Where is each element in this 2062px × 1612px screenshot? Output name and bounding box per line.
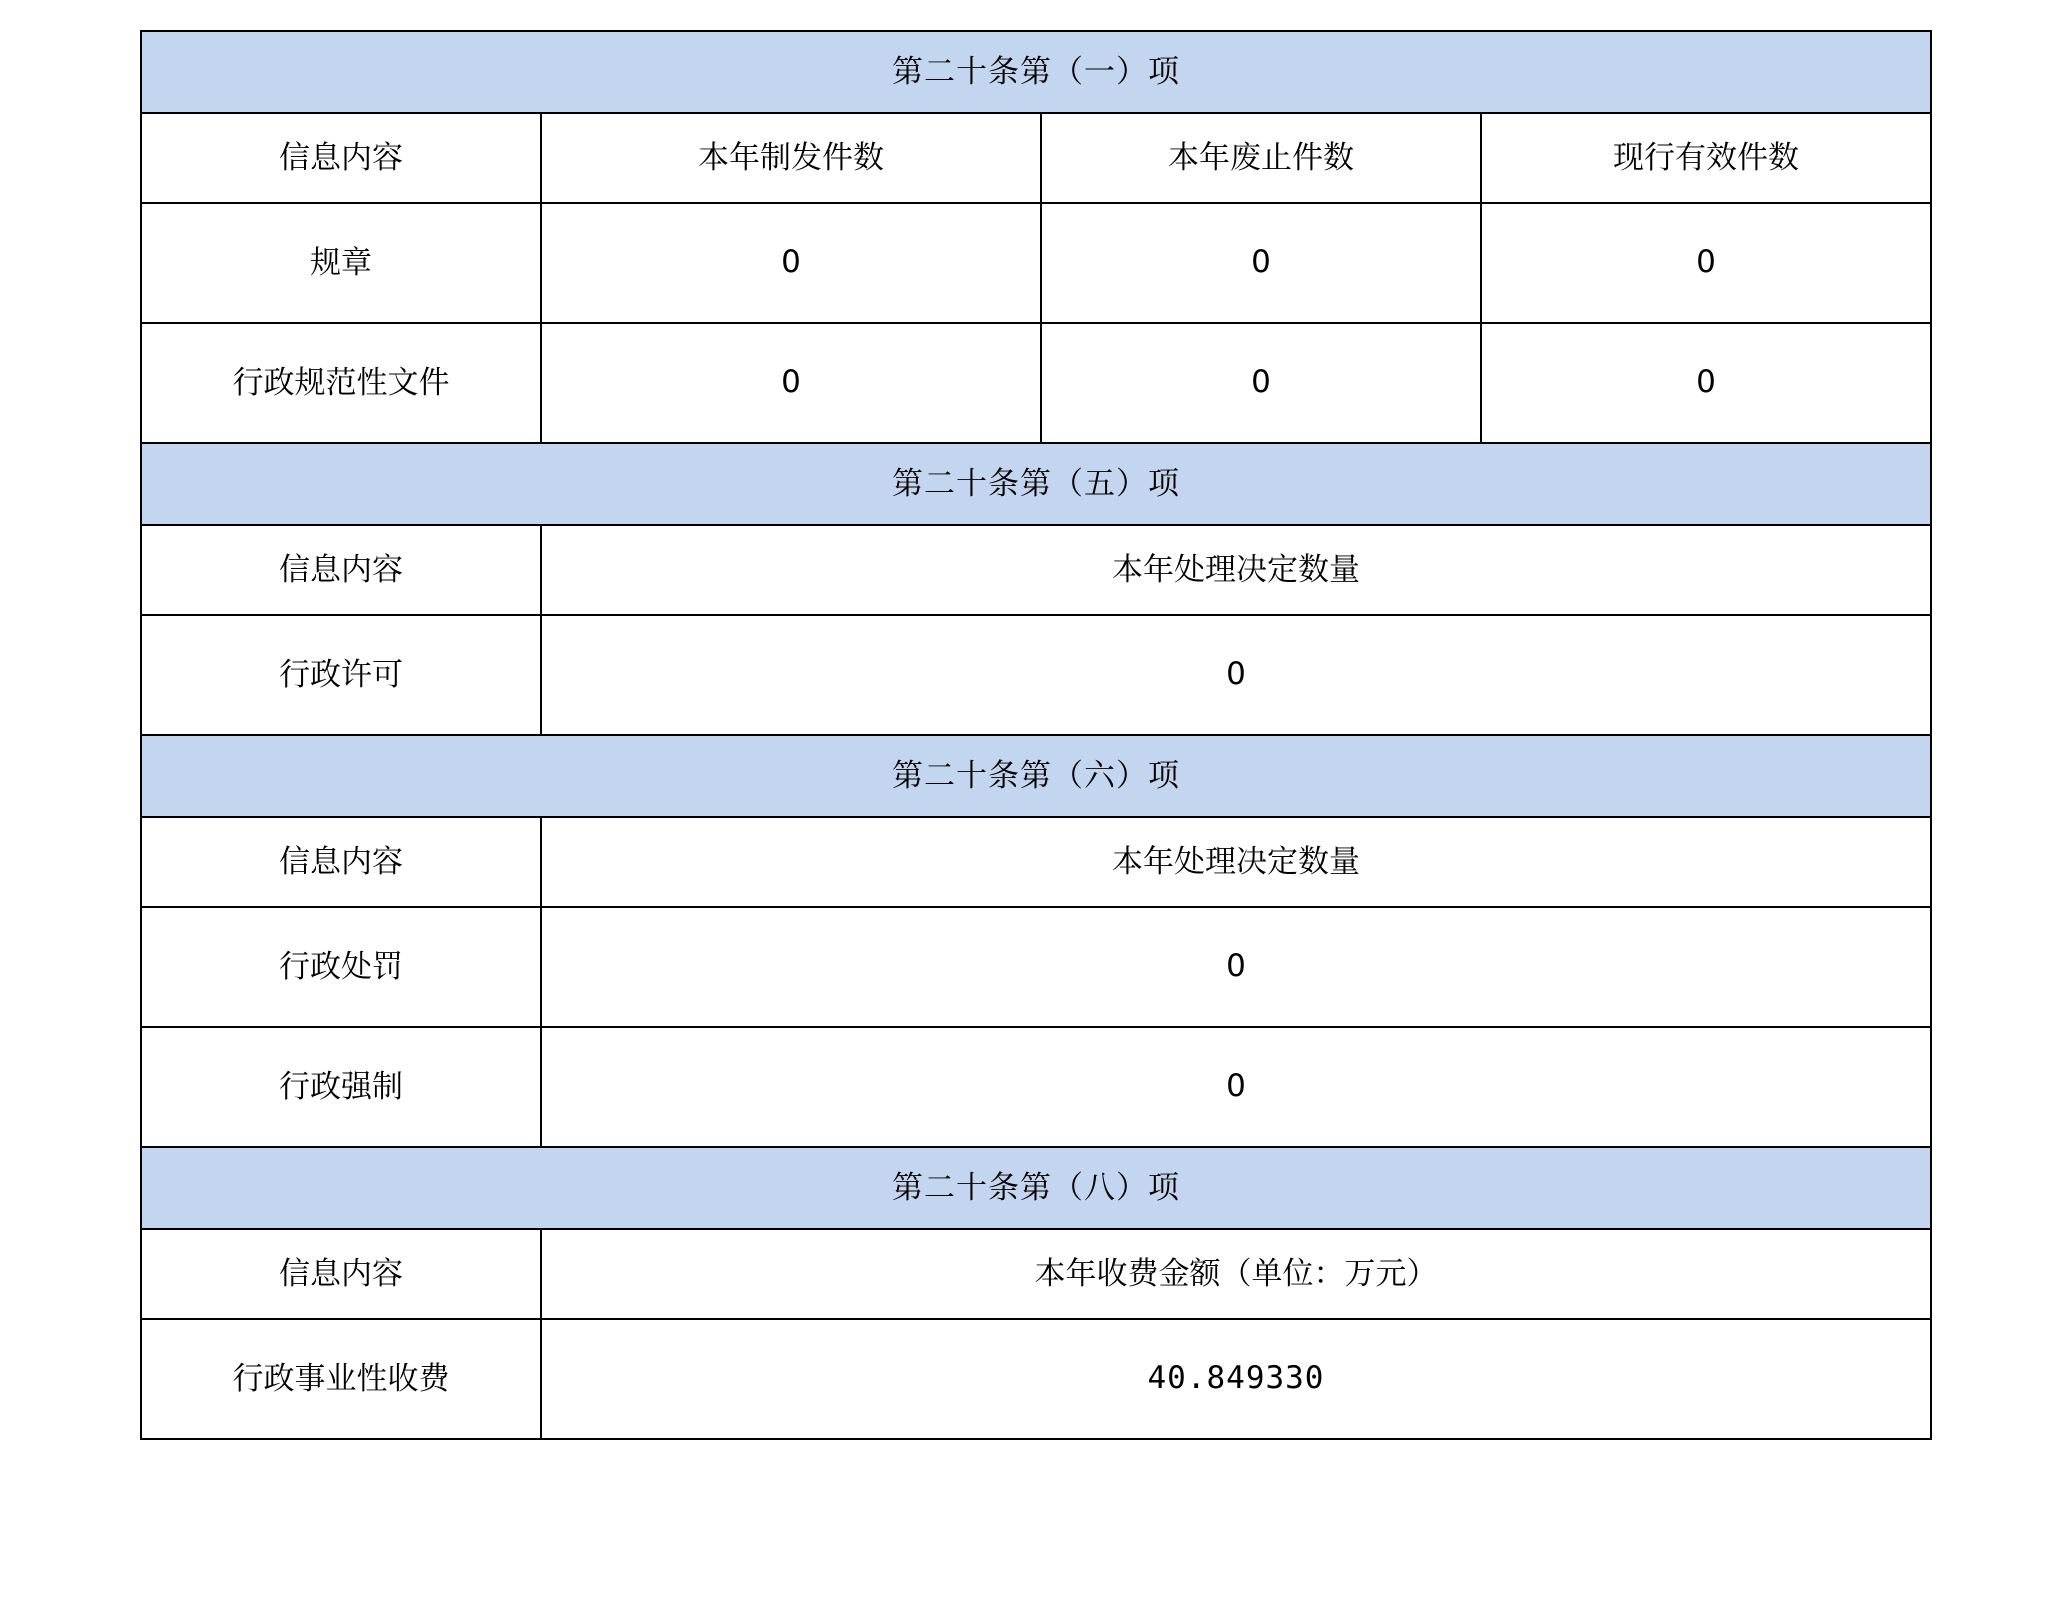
table-header-row: [141, 817, 1931, 907]
row-label-regulation: 规章: [141, 203, 541, 323]
value-normative-abolished: 0: [1041, 323, 1481, 443]
section-header-row: [141, 1147, 1931, 1229]
row-label-administrative-penalty: 行政处罚: [141, 907, 541, 1027]
row-label-normative-document: 行政规范性文件: [141, 323, 541, 443]
value-normative-issued: 0: [541, 323, 1041, 443]
value-normative-effective: 0: [1481, 323, 1931, 443]
table-row: [141, 907, 1931, 1027]
value-administrative-compulsion: 0: [541, 1027, 1931, 1147]
value-administrative-license: 0: [541, 615, 1931, 735]
value-administrative-penalty: 0: [541, 907, 1931, 1027]
government-info-disclosure-table: [140, 30, 1932, 1440]
header-abolished-count: 本年废止件数: [1041, 113, 1481, 203]
value-administrative-fee: 40.849330: [541, 1319, 1931, 1439]
row-label-administrative-fee: 行政事业性收费: [141, 1319, 541, 1439]
row-label-administrative-license: 行政许可: [141, 615, 541, 735]
section-title-item-6: 第二十条第（六）项: [141, 735, 1931, 817]
row-label-administrative-compulsion: 行政强制: [141, 1027, 541, 1147]
header-effective-count: 现行有效件数: [1481, 113, 1931, 203]
header-info-content-5: 信息内容: [141, 525, 541, 615]
table-header-row: [141, 525, 1931, 615]
section-title-item-8: 第二十条第（八）项: [141, 1147, 1931, 1229]
table-row: [141, 615, 1931, 735]
table-header-row: [141, 1229, 1931, 1319]
table-header-row: [141, 113, 1931, 203]
header-issued-count: 本年制发件数: [541, 113, 1041, 203]
table-row: [141, 323, 1931, 443]
header-info-content-6: 信息内容: [141, 817, 541, 907]
table-row: [141, 1319, 1931, 1439]
header-decision-count-6: 本年处理决定数量: [541, 817, 1931, 907]
table-row: [141, 1027, 1931, 1147]
section-title-item-5: 第二十条第（五）项: [141, 443, 1931, 525]
value-regulation-effective: 0: [1481, 203, 1931, 323]
header-fee-amount: 本年收费金额（单位：万元）: [541, 1229, 1931, 1319]
header-info-content-1: 信息内容: [141, 113, 541, 203]
value-regulation-issued: 0: [541, 203, 1041, 323]
section-header-row: [141, 735, 1931, 817]
section-header-row: [141, 31, 1931, 113]
section-title-item-1: 第二十条第（一）项: [141, 31, 1931, 113]
table-row: [141, 203, 1931, 323]
value-regulation-abolished: 0: [1041, 203, 1481, 323]
section-header-row: [141, 443, 1931, 525]
header-info-content-8: 信息内容: [141, 1229, 541, 1319]
header-decision-count-5: 本年处理决定数量: [541, 525, 1931, 615]
